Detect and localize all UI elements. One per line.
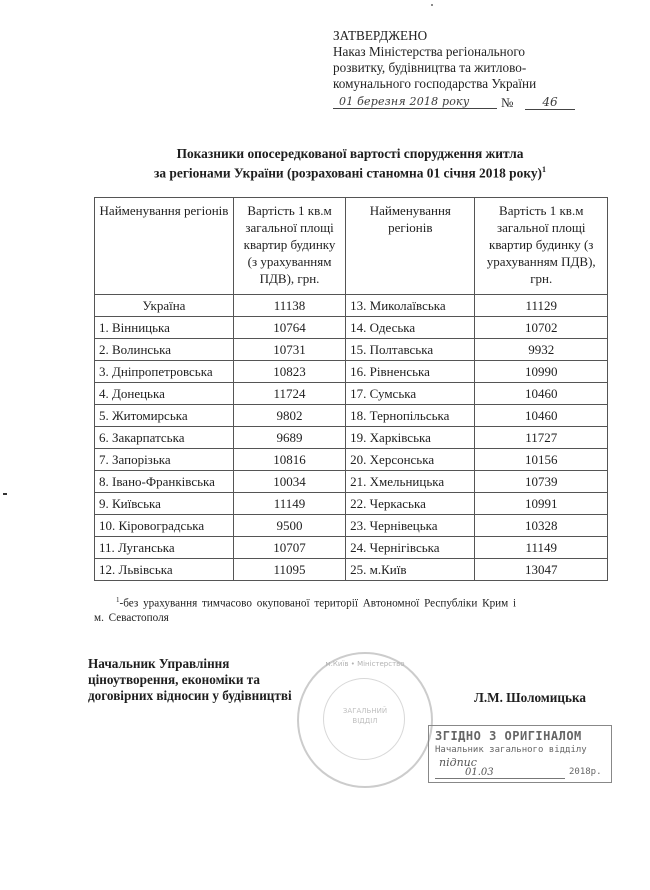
approval-line: розвитку, будівництва та житлово- xyxy=(333,60,527,75)
footnote-text-continued: м. Севастополя xyxy=(94,611,169,624)
table-row xyxy=(95,537,608,559)
title-line-2: за регіонами України (розраховані станомна 01 січня 2018 року)$^1$ xyxy=(154,165,546,181)
table-row xyxy=(95,339,608,361)
cost-value-cell: 10707 xyxy=(233,537,345,559)
document-title xyxy=(100,146,600,181)
cost-value-cell: 11724 xyxy=(233,383,345,405)
region-name-cell: 24. Чернігівська xyxy=(346,537,475,559)
footnote-text: -без урахування тимчасово окупованої території Автономної Республіки Крим і xyxy=(119,597,517,610)
table-row xyxy=(95,361,608,383)
cost-value-cell: 13047 xyxy=(475,559,608,581)
seal-ring-text: м.Київ • Міністерство xyxy=(325,660,405,668)
cost-value-cell: 9802 xyxy=(233,405,345,427)
region-name-cell: 5. Житомирська xyxy=(95,405,234,427)
approval-line: Наказ Міністерства регіонального xyxy=(333,44,525,59)
stamp-year: 2018р. xyxy=(569,767,602,777)
cost-value-cell: 10702 xyxy=(475,317,608,339)
cost-value-cell: 10731 xyxy=(233,339,345,361)
approval-line: комунального господарства України xyxy=(333,76,537,91)
table-row xyxy=(95,405,608,427)
table-row xyxy=(95,559,608,581)
title-line-1: Показники опосередкованої вартості спорудження житла xyxy=(176,146,524,161)
cost-value-cell: 10034 xyxy=(233,471,345,493)
stamp-position: Начальник загального відділу xyxy=(435,745,587,755)
table-row xyxy=(95,295,608,317)
signatory-position: Начальник Управління ціноутворення, економіки та договірних відносин у будівництві xyxy=(88,656,292,703)
header-cost: Вартість 1 кв.м загальної площі квартир будинку (з урахуванням ПДВ), грн. xyxy=(233,198,345,295)
cost-table xyxy=(94,197,608,581)
round-seal xyxy=(297,652,433,788)
region-name-cell: 8. Івано-Франківська xyxy=(95,471,234,493)
handwritten-date: 01 березня 2018 року xyxy=(333,95,497,109)
region-name-cell: 14. Одеська xyxy=(346,317,475,339)
region-name-cell: 7. Запорізька xyxy=(95,449,234,471)
region-name-cell: 12. Львівська xyxy=(95,559,234,581)
table-row xyxy=(95,427,608,449)
stamp-date: 01.03 xyxy=(435,767,565,779)
cost-value-cell: 11138 xyxy=(233,295,345,317)
region-name-cell: 25. м.Київ xyxy=(346,559,475,581)
margin-mark xyxy=(3,493,7,495)
seal-center-text: ЗАГАЛЬНИЙ ВІДДІЛ xyxy=(342,707,388,725)
cost-value-cell: 11129 xyxy=(475,295,608,317)
region-name-cell: 3. Дніпропетровська xyxy=(95,361,234,383)
order-date-number xyxy=(333,95,595,115)
approval-heading: ЗАТВЕРДЖЕНО xyxy=(333,28,428,43)
region-name-cell: 10. Кіровоградська xyxy=(95,515,234,537)
table-row xyxy=(95,515,608,537)
cost-value-cell: 10460 xyxy=(475,405,608,427)
stamp-signature: підпис xyxy=(439,756,477,769)
cost-value-cell: 11095 xyxy=(233,559,345,581)
cost-value-cell: 11149 xyxy=(475,537,608,559)
cost-value-cell: 11149 xyxy=(233,493,345,515)
region-name-cell: 23. Чернівецька xyxy=(346,515,475,537)
table-row xyxy=(95,317,608,339)
scan-speck xyxy=(431,4,433,6)
table-row xyxy=(95,471,608,493)
region-name-cell: 9. Київська xyxy=(95,493,234,515)
table-header-row xyxy=(95,198,608,295)
region-name-cell: 16. Рівненська xyxy=(346,361,475,383)
cost-value-cell: 10460 xyxy=(475,383,608,405)
region-name-cell: Україна xyxy=(95,295,234,317)
approval-block xyxy=(333,28,536,92)
region-name-cell: 22. Черкаська xyxy=(346,493,475,515)
cost-value-cell: 10823 xyxy=(233,361,345,383)
certified-copy-stamp xyxy=(428,725,612,783)
region-name-cell: 15. Полтавська xyxy=(346,339,475,361)
table-row xyxy=(95,449,608,471)
region-name-cell: 2. Волинська xyxy=(95,339,234,361)
region-name-cell: 13. Миколаївська xyxy=(346,295,475,317)
cost-value-cell: 10816 xyxy=(233,449,345,471)
signatory-name: Л.М. Шоломицька xyxy=(474,690,586,705)
header-region: Найменування регіонів xyxy=(95,198,234,295)
region-name-cell: 11. Луганська xyxy=(95,537,234,559)
cost-value-cell: 10991 xyxy=(475,493,608,515)
cost-value-cell: 9689 xyxy=(233,427,345,449)
stamp-heading: ЗГІДНО З ОРИГІНАЛОМ xyxy=(435,729,582,743)
header-cost: Вартість 1 кв.м загальної площі квартир будинку (з урахуванням ПДВ), грн. xyxy=(475,198,608,295)
number-label: № xyxy=(501,95,514,110)
cost-value-cell: 10739 xyxy=(475,471,608,493)
footnote-marker: 1 xyxy=(116,596,120,604)
region-name-cell: 4. Донецька xyxy=(95,383,234,405)
region-name-cell: 20. Херсонська xyxy=(346,449,475,471)
cost-value-cell: 10328 xyxy=(475,515,608,537)
region-name-cell: 21. Хмельницька xyxy=(346,471,475,493)
table-row xyxy=(95,383,608,405)
cost-value-cell: 10990 xyxy=(475,361,608,383)
cost-value-cell: 10156 xyxy=(475,449,608,471)
cost-value-cell: 9932 xyxy=(475,339,608,361)
region-name-cell: 17. Сумська xyxy=(346,383,475,405)
region-name-cell: 18. Тернопільська xyxy=(346,405,475,427)
footnote xyxy=(94,593,614,625)
cost-value-cell: 11727 xyxy=(475,427,608,449)
header-region: Найменування регіонів xyxy=(346,198,475,295)
footnote-ref: 1 xyxy=(542,165,546,174)
cost-value-cell: 9500 xyxy=(233,515,345,537)
table-row xyxy=(95,493,608,515)
region-name-cell: 1. Вінницька xyxy=(95,317,234,339)
cost-value-cell: 10764 xyxy=(233,317,345,339)
region-name-cell: 19. Харківська xyxy=(346,427,475,449)
handwritten-number: 46 xyxy=(525,95,575,110)
region-name-cell: 6. Закарпатська xyxy=(95,427,234,449)
